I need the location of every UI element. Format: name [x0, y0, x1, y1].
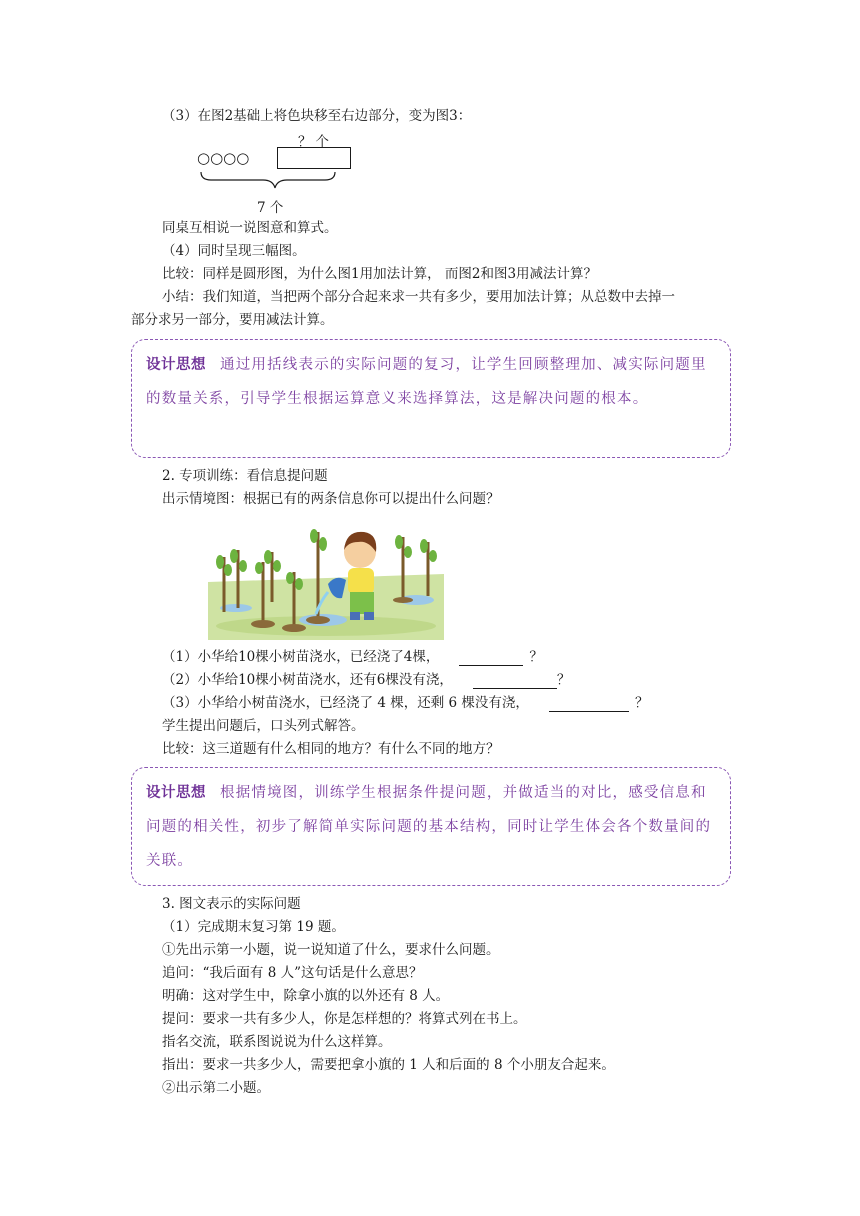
design-idea-box: [131, 339, 731, 458]
summary-text-cont: 部分求另一部分，要用减法计算。: [131, 312, 334, 328]
question-2: [162, 671, 570, 689]
question-1-text: （1）小华给10棵小树苗浇水，已经浇了4棵，: [162, 649, 440, 665]
design-idea-content: [146, 776, 716, 878]
text-line: 明确：这对学生中，除拿小旗的以外还有 8 人。: [162, 988, 450, 1004]
design-idea-title: 设计思想: [146, 357, 206, 373]
design-idea-title: 设计思想: [146, 785, 206, 801]
comparison-text: 比较：同样是圆形图，为什么图1用加法计算， 而图2和图3用减法计算？: [162, 266, 598, 282]
figure-3-bottom-label: 7 个: [257, 200, 284, 216]
text-line: 提问：要求一共有多少人，你是怎样想的？将算式列在书上。: [162, 1011, 527, 1027]
design-idea-box: [131, 767, 731, 886]
figure-3-brace: [195, 170, 365, 192]
figure-3-box: [277, 147, 351, 169]
section-heading: 3. 图文表示的实际问题: [162, 896, 301, 912]
question-mark: ？: [556, 672, 571, 688]
section-heading: 2. 专项训练：看信息提问题: [162, 468, 328, 484]
text-line: 追问：“我后面有 8 人”这句话是什么意思？: [162, 965, 423, 981]
text-line: 学生提出问题后，口头列式解答。: [162, 718, 365, 734]
text-line: 同桌互相说一说图意和算式。: [162, 220, 338, 236]
text-line: （1）完成期末复习第 19 题。: [162, 919, 345, 935]
text-line: 指名交流，联系图说说为什么这样算。: [162, 1034, 392, 1050]
step-4-text: （4）同时呈现三幅图。: [162, 243, 306, 259]
design-idea-text: 根据情境图，训练学生根据条件提问题，并做适当的对比，感受信息和问题的相关性，初步了解简单实际问题的基本结构，同时让学生体会各个数量间的关联。: [146, 785, 712, 869]
question-3: [162, 694, 648, 712]
comparison-text: 比较：这三道题有什么相同的地方？有什么不同的地方？: [162, 741, 500, 757]
question-mark: ？: [634, 695, 649, 711]
design-idea-text: 通过用括线表示的实际问题的复习，让学生回顾整理加、减实际问题里的数量关系，引导学生根据运算意义来选择算法，这是解决问题的根本。: [146, 357, 707, 407]
watering-trees-illustration: [208, 522, 444, 640]
figure-3-top-label: ？个: [298, 134, 333, 150]
question-1: [162, 648, 543, 666]
figure-3: [195, 130, 365, 216]
question-3-text: （3）小华给小树苗浇水，已经浇了 4 棵，还剩 6 棵没有浇，: [162, 695, 529, 711]
question-2-text: （2）小华给10棵小树苗浇水，还有6棵没有浇，: [162, 672, 453, 688]
scene-intro: 出示情境图：根据已有的两条信息你可以提出什么问题？: [162, 491, 500, 507]
answer-blank-2[interactable]: [473, 674, 557, 689]
summary-text: 小结：我们知道，当把两个部分合起来求一共有多少，要用加法计算；从总数中去掉一: [162, 289, 675, 305]
text-line: ②出示第二小题。: [162, 1080, 270, 1096]
question-mark: ？: [529, 649, 543, 665]
text-line: ①先出示第一小题，说一说知道了什么，要求什么问题。: [162, 942, 500, 958]
answer-blank-1[interactable]: [459, 651, 523, 666]
text-line: 指出：要求一共多少人，需要把拿小旗的 1 人和后面的 8 个小朋友合起来。: [162, 1057, 615, 1073]
design-idea-content: [146, 348, 716, 416]
step-3-text: （3）在图2基础上将色块移至右边部分，变为图3：: [162, 108, 472, 124]
answer-blank-3[interactable]: [549, 697, 629, 712]
figure-3-circles: ○○○○: [197, 149, 250, 167]
